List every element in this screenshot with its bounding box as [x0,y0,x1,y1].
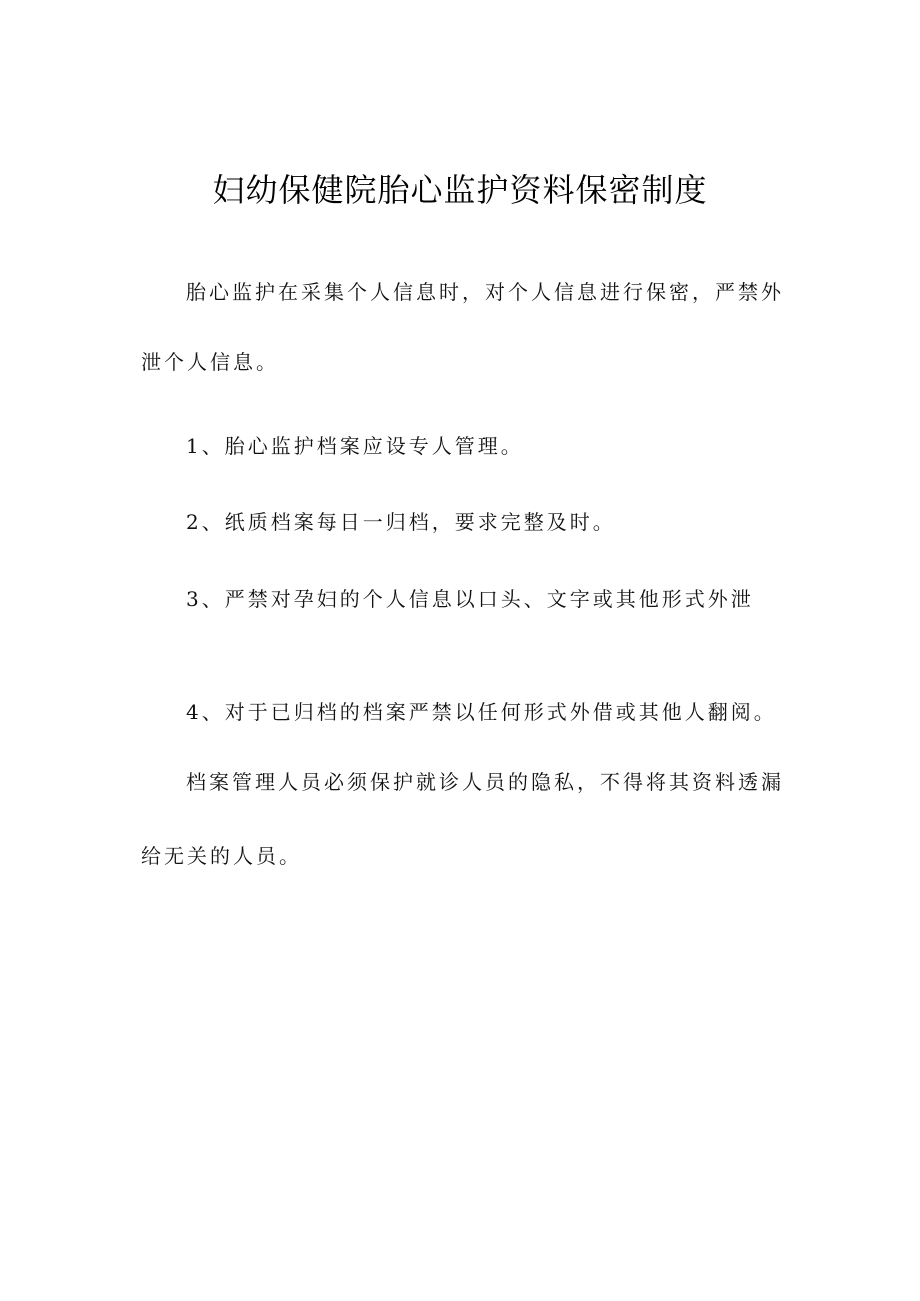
rule-item-2: 2、纸质档案每日一归档，要求完整及时。 [186,510,616,534]
intro-paragraph-line-1: 胎心监护在采集个人信息时，对个人信息进行保密，严禁外 [186,280,784,304]
closing-paragraph-line-1: 档案管理人员必须保护就诊人员的隐私，不得将其资料透漏 [186,770,784,794]
intro-paragraph-line-2: 泄个人信息。 [141,350,279,374]
closing-paragraph-line-2: 给无关的人员。 [141,844,302,868]
rule-item-4: 4、对于已归档的档案严禁以任何形式外借或其他人翻阅。 [186,700,777,724]
rule-item-3: 3、严禁对孕妇的个人信息以口头、文字或其他形式外泄 [186,587,754,611]
document-title: 妇幼保健院胎心监护资料保密制度 [212,171,708,209]
rule-item-1: 1、胎心监护档案应设专人管理。 [186,434,524,458]
